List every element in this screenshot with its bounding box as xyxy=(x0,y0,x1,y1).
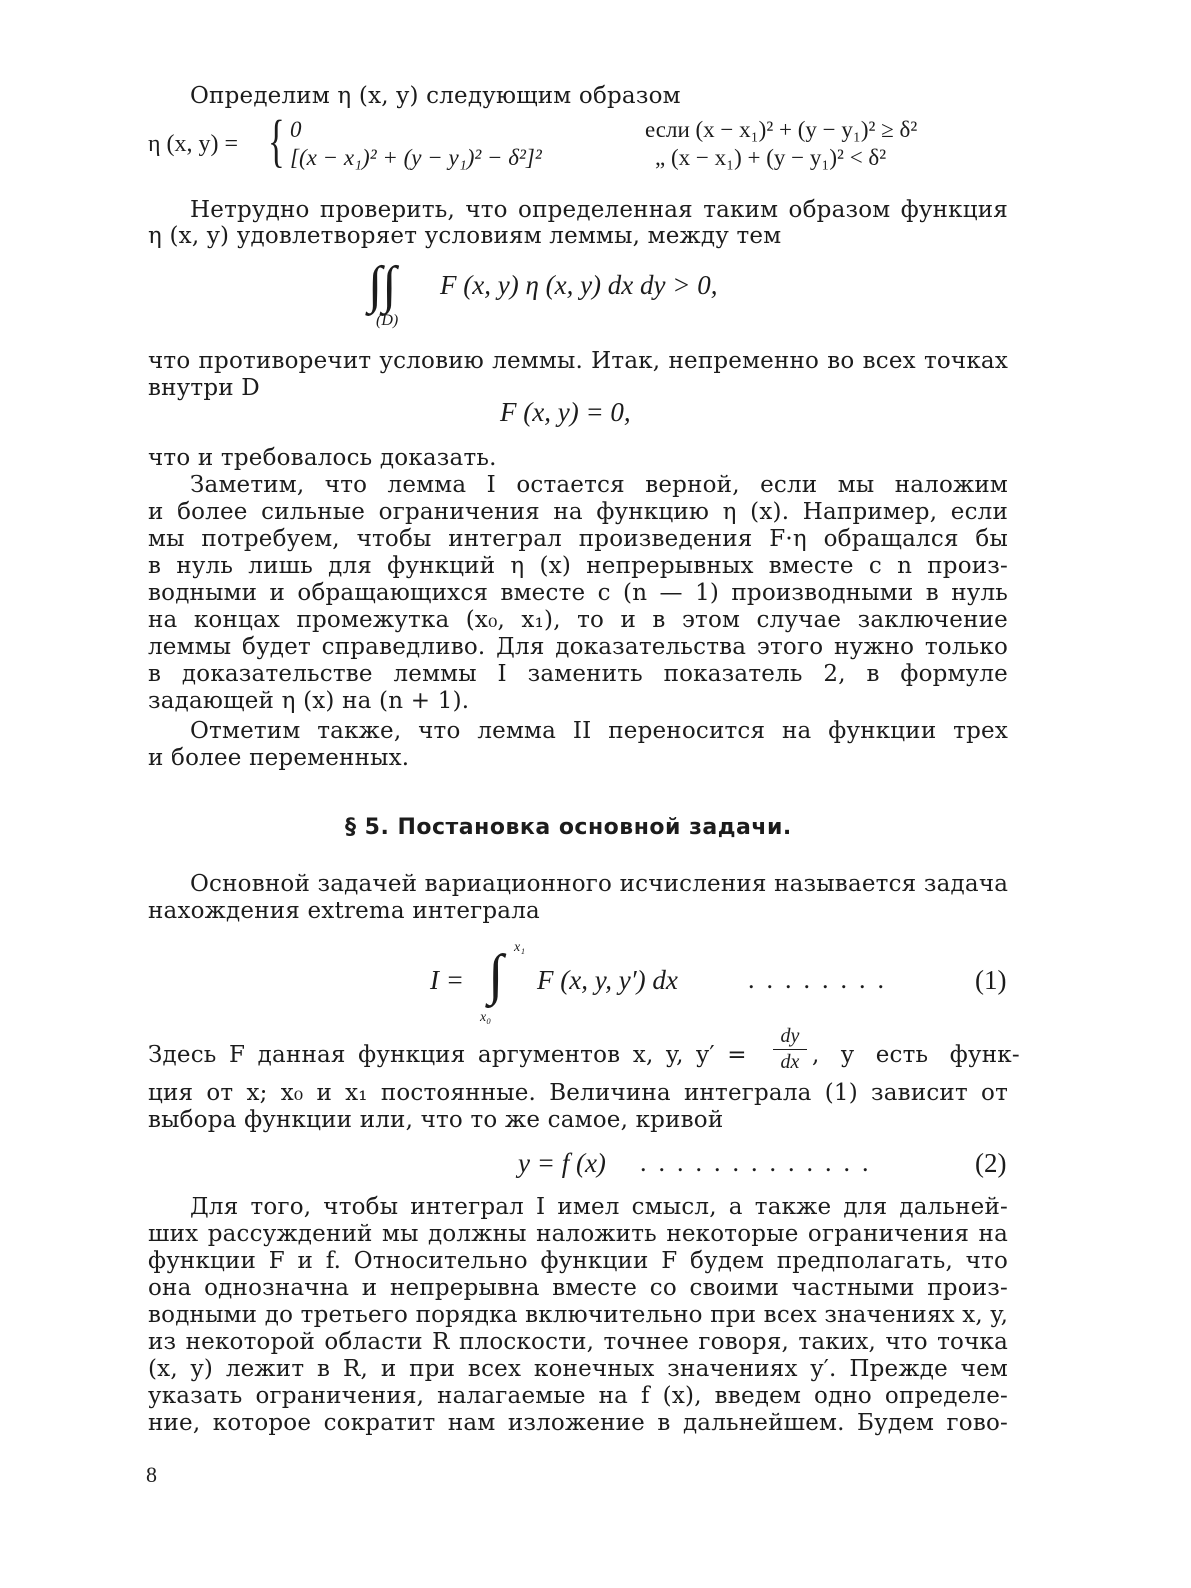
para4-line-3: мы потребуем, чтобы интеграл произведения F·η обращался бы xyxy=(148,526,1008,552)
eq1-number: (1) xyxy=(975,965,1007,995)
eq1-lhs: I = xyxy=(430,965,464,995)
section-title: § 5. Постановка основной задачи. xyxy=(345,815,792,840)
para2-line-1: что противоречит условию леммы. Итак, непременно во всех точках xyxy=(148,348,1008,374)
eq2-number: (2) xyxy=(975,1148,1007,1178)
double-integral-domain: (D) xyxy=(376,312,399,329)
para8-line-7: (x, y) лежит в R, и при всех конечных значениях y′. Прежде чем xyxy=(148,1356,1008,1382)
para8-line-4: она однозначна и непрерывна вместе со своими частными произ- xyxy=(148,1275,1008,1301)
eq2-body: y = f (x) xyxy=(518,1148,606,1178)
eq2-dot-leader: ............. xyxy=(640,1148,881,1177)
para1-line-1: Нетрудно проверить, что определенная таким образом функция xyxy=(190,197,1008,223)
para8-line-6: из некоторой области R плоскости, точнее говоря, таких, что точка xyxy=(148,1329,1008,1355)
eq1-body: F (x, y, y′) dx xyxy=(537,965,678,995)
para4-line-8: в доказательстве леммы I заменить показатель 2, в формуле xyxy=(148,661,1008,687)
eq1-dot-leader: ........ xyxy=(748,965,896,994)
para5-line-1: Отметим также, что лемма II переносится на функции трех xyxy=(190,718,1008,744)
piecewise-case2-cond: „ (x − x₁) + (y − y₁)² < δ² xyxy=(655,145,887,170)
para8-line-5: водными до третьего порядка включительно при всех значениях x, y, xyxy=(148,1302,1009,1328)
eq1-lower-limit: x₀ xyxy=(480,1010,492,1025)
page-number: 8 xyxy=(146,1462,157,1487)
para4-line-9: задающей η (x) на (n + 1). xyxy=(148,688,470,714)
double-integral-sign: ∫∫ xyxy=(368,257,397,314)
fraction-numerator: dy xyxy=(780,1025,800,1047)
para4-line-7: леммы будет справедливо. Для доказательства этого нужно только xyxy=(148,634,1008,660)
piecewise-lhs: η (x, y) = xyxy=(148,131,239,157)
para8-line-9: ние, которое сократит нам изложение в дальнейшем. Будем гово- xyxy=(148,1410,1008,1436)
para8-line-8: указать ограничения, налагаемые на f (x), введем одно определе- xyxy=(148,1383,1008,1409)
fraction-denominator: dx xyxy=(780,1051,800,1073)
para8-line-3: функции F и f. Относительно функции F будем предполагать, что xyxy=(148,1248,1008,1274)
derivative-fraction xyxy=(773,1025,807,1074)
para4-line-1: Заметим, что лемма I остается верной, если мы наложим xyxy=(190,472,1008,498)
eq1-integral-sign: ∫ xyxy=(488,944,504,1006)
fraction-bar xyxy=(773,1049,807,1050)
para2-line-2: внутри D xyxy=(148,375,260,401)
para7-line-1-start: Здесь F данная функция аргументов x, y, y′ = xyxy=(148,1042,747,1068)
para1-line-2: η (x, y) удовлетворяет условиям леммы, между тем xyxy=(148,223,782,249)
intro-line: Определим η (x, y) следующим образом xyxy=(190,83,681,109)
para7-line-1-end: , y есть функ- xyxy=(812,1042,1020,1068)
para4-line-4: в нуль лишь для функций η (x) непрерывных вместе с n произ- xyxy=(148,553,1008,579)
para7-line-2: ция от x; x₀ и x₁ постоянные. Величина интеграла (1) зависит от xyxy=(148,1080,1008,1106)
piecewise-case1-cond: если (x − x₁)² + (y − y₁)² ≥ δ² xyxy=(645,117,918,142)
para4-line-5: водными и обращающихся вместе с (n — 1) производными в нуль xyxy=(148,580,1008,606)
para8-line-2: ших рассуждений мы должны наложить некоторые ограничения на xyxy=(148,1221,1008,1247)
para4-line-2: и более сильные ограничения на функцию η (x). Например, если xyxy=(148,499,1008,525)
para7-line-3: выбора функции или, что то же самое, кривой xyxy=(148,1107,724,1133)
piecewise-brace: { xyxy=(268,108,285,173)
para8-line-1: Для того, чтобы интеграл I имел смысл, а также для дальней- xyxy=(190,1194,1008,1220)
double-integral-body: F (x, y) η (x, y) dx dy > 0, xyxy=(440,270,718,300)
piecewise-case2-value: [(x − x₁)² + (y − y₁)² − δ²]² xyxy=(290,145,542,170)
para4-line-6: на концах промежутка (x₀, x₁), то и в этом случае заключение xyxy=(148,607,1008,633)
equation-zero: F (x, y) = 0, xyxy=(500,397,631,427)
para6-line-2: нахождения extrema интеграла xyxy=(148,898,540,924)
para5-line-2: и более переменных. xyxy=(148,745,410,771)
piecewise-case1-value: 0 xyxy=(290,117,302,142)
para3-line: что и требовалось доказать. xyxy=(148,445,497,471)
para6-line-1: Основной задачей вариационного исчисления называется задача xyxy=(190,871,1009,897)
eq1-upper-limit: x₁ xyxy=(514,940,526,955)
